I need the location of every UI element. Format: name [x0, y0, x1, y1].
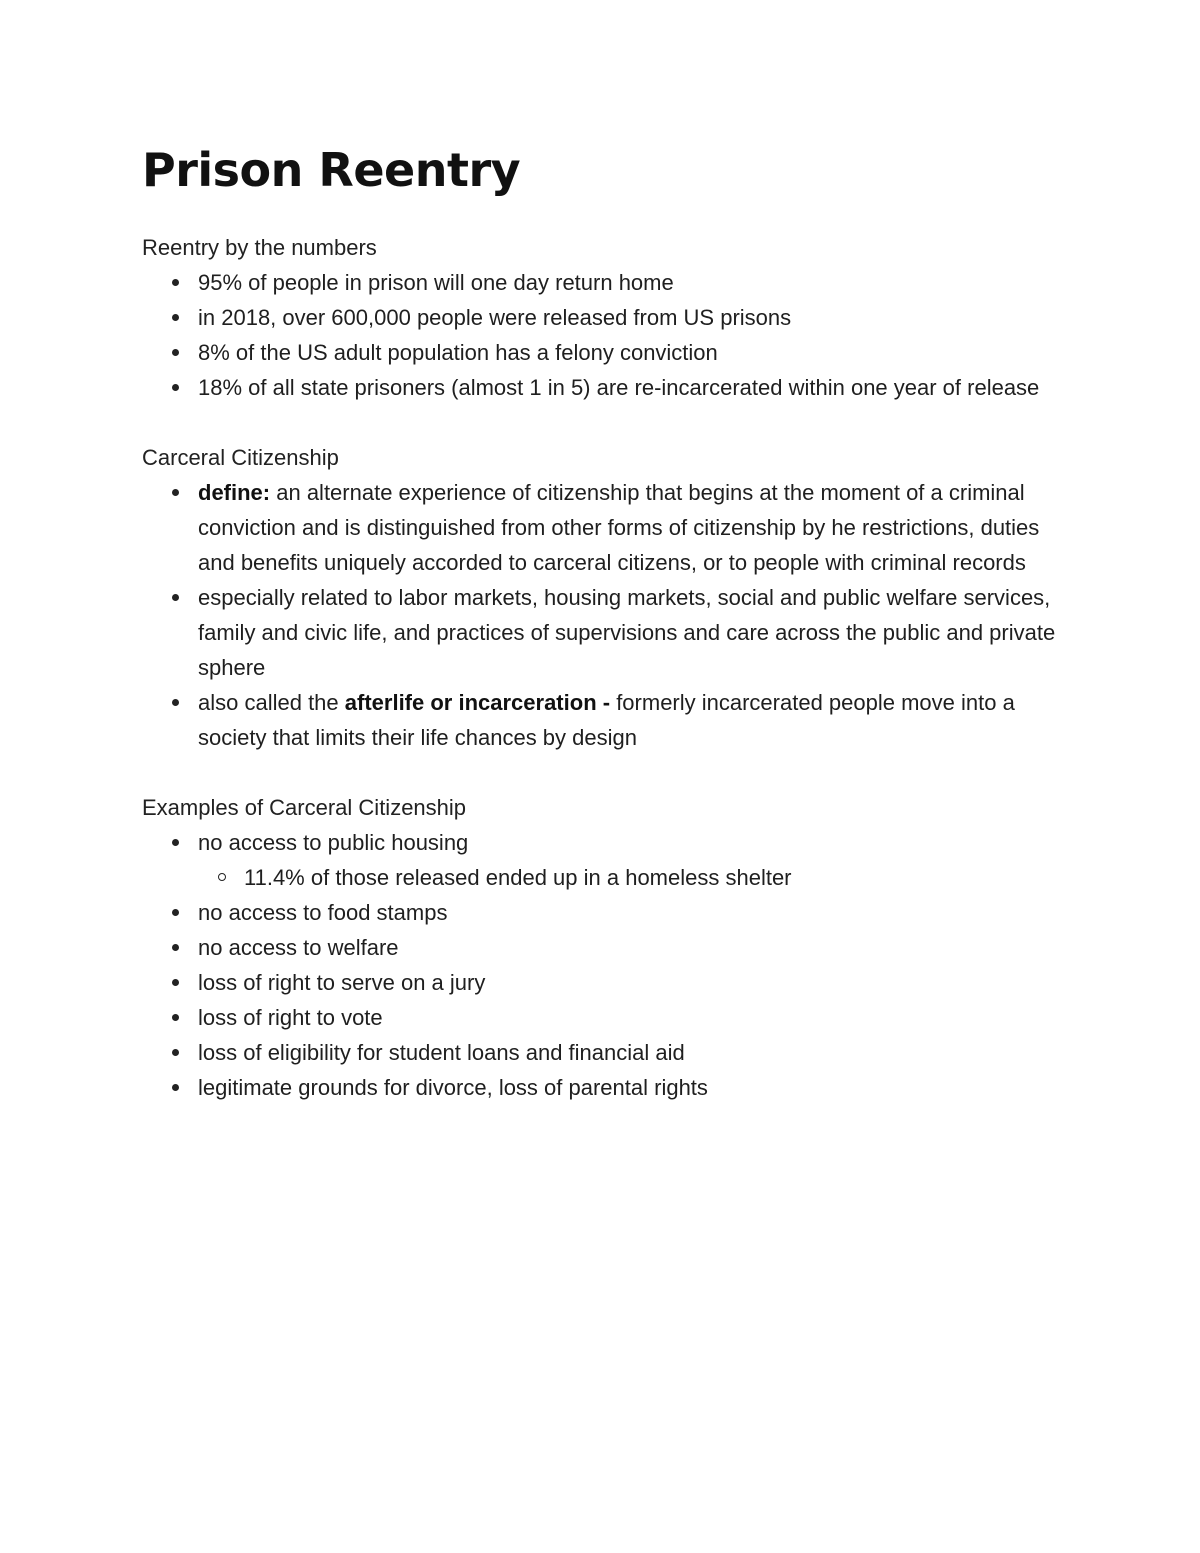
list-item: legitimate grounds for divorce, loss of parental rights — [142, 1070, 1062, 1105]
bullet-list — [142, 825, 1062, 1105]
sub-list-item: 11.4% of those released ended up in a homeless shelter — [198, 860, 1062, 895]
sub-list — [198, 860, 1062, 895]
item-text-lead: also called the — [198, 690, 345, 715]
list-item — [142, 825, 1062, 895]
item-text: an alternate experience of citizenship that begins at the moment of a criminal conviction and is distinguished from other forms of citizenship by he restrictions, duties and benefits uniquely accorded to carceral citizens, or to people with criminal records — [198, 480, 1040, 575]
list-item: 18% of all state prisoners (almost 1 in 5) are re-incarcerated within one year of release — [142, 370, 1062, 405]
list-item: loss of right to serve on a jury — [142, 965, 1062, 1000]
section-heading: Examples of Carceral Citizenship — [142, 795, 467, 820]
section-carceral-citizenship — [142, 440, 1062, 755]
list-item: especially related to labor markets, housing markets, social and public welfare services, family and civic life, and practices of supervisions and care across the public and private sphere — [142, 580, 1062, 685]
list-item: 95% of people in prison will one day return home — [142, 265, 1062, 300]
item-text: no access to public housing — [198, 830, 469, 855]
list-item: loss of eligibility for student loans and financial aid — [142, 1035, 1062, 1070]
list-item: no access to welfare — [142, 930, 1062, 965]
list-item-afterlife — [142, 685, 1062, 755]
document-page — [142, 140, 1062, 1140]
list-item-definition — [142, 475, 1062, 580]
section-examples — [142, 790, 1062, 1105]
section-reentry-numbers — [142, 230, 1062, 405]
section-heading: Reentry by the numbers — [142, 235, 377, 260]
list-item: no access to food stamps — [142, 895, 1062, 930]
bullet-list — [142, 475, 1062, 755]
list-item: loss of right to vote — [142, 1000, 1062, 1035]
page-title: Prison Reentry — [142, 143, 521, 197]
section-heading: Carceral Citizenship — [142, 445, 339, 470]
bold-term: afterlife or incarceration - — [344, 690, 611, 715]
bold-term: define: — [198, 480, 271, 505]
bullet-list — [142, 265, 1062, 405]
list-item: 8% of the US adult population has a felony conviction — [142, 335, 1062, 370]
item-text: formerly incarcerated people move into a society that limits their life chances by design — [198, 690, 1015, 750]
list-item: in 2018, over 600,000 people were released from US prisons — [142, 300, 1062, 335]
